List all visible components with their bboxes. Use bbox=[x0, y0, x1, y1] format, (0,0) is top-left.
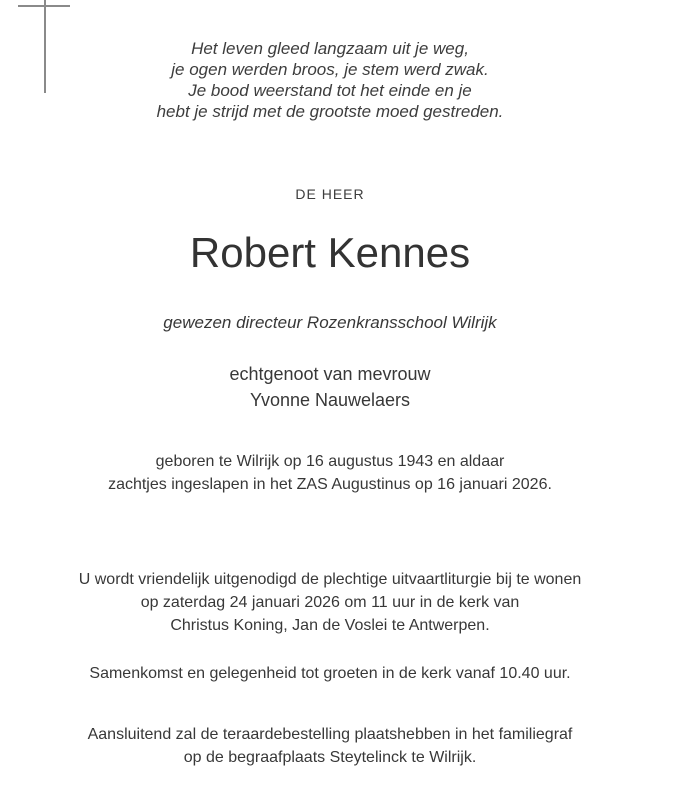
spouse-intro: echtgenoot van mevrouw bbox=[229, 364, 431, 384]
burial-info-block bbox=[0, 723, 660, 769]
memorial-poem bbox=[0, 38, 660, 122]
salutation: DE HEER bbox=[295, 186, 365, 202]
burial-line: op de begraafplaats Steytelinck te Wilrijk. bbox=[183, 749, 477, 766]
poem-line: je ogen werden broos, je stem werd zwak. bbox=[171, 60, 489, 79]
burial-line: Aansluitend zal de teraardebestelling plaatshebben in het familiegraf bbox=[87, 726, 573, 743]
funeral-invitation-block bbox=[0, 568, 660, 637]
invitation-line: Christus Koning, Jan de Voslei te Antwerpen. bbox=[170, 617, 490, 634]
life-dates-block bbox=[0, 450, 660, 496]
poem-line: Het leven gleed langzaam uit je weg, bbox=[191, 39, 469, 58]
death-line: zachtjes ingeslapen in het ZAS Augustinus op 16 januari 2026. bbox=[108, 476, 552, 493]
invitation-line: op zaterdag 24 januari 2026 om 11 uur in de kerk van bbox=[140, 594, 520, 611]
spouse-block bbox=[0, 361, 660, 413]
gathering-info: Samenkomst en gelegenheid tot groeten in de kerk vanaf 10.40 uur. bbox=[89, 665, 571, 682]
spouse-name: Yvonne Nauwelaers bbox=[249, 390, 411, 410]
deceased-role: gewezen directeur Rozenkransschool Wilrijk bbox=[163, 313, 497, 332]
poem-line: hebt je strijd met de grootste moed gestreden. bbox=[156, 102, 504, 121]
poem-line: Je bood weerstand tot het einde en je bbox=[188, 81, 472, 100]
deceased-name: Robert Kennes bbox=[189, 229, 471, 276]
invitation-line: U wordt vriendelijk uitgenodigd de plechtige uitvaartliturgie bij te wonen bbox=[78, 571, 582, 588]
birth-line: geboren te Wilrijk op 16 augustus 1943 en aldaar bbox=[155, 453, 505, 470]
